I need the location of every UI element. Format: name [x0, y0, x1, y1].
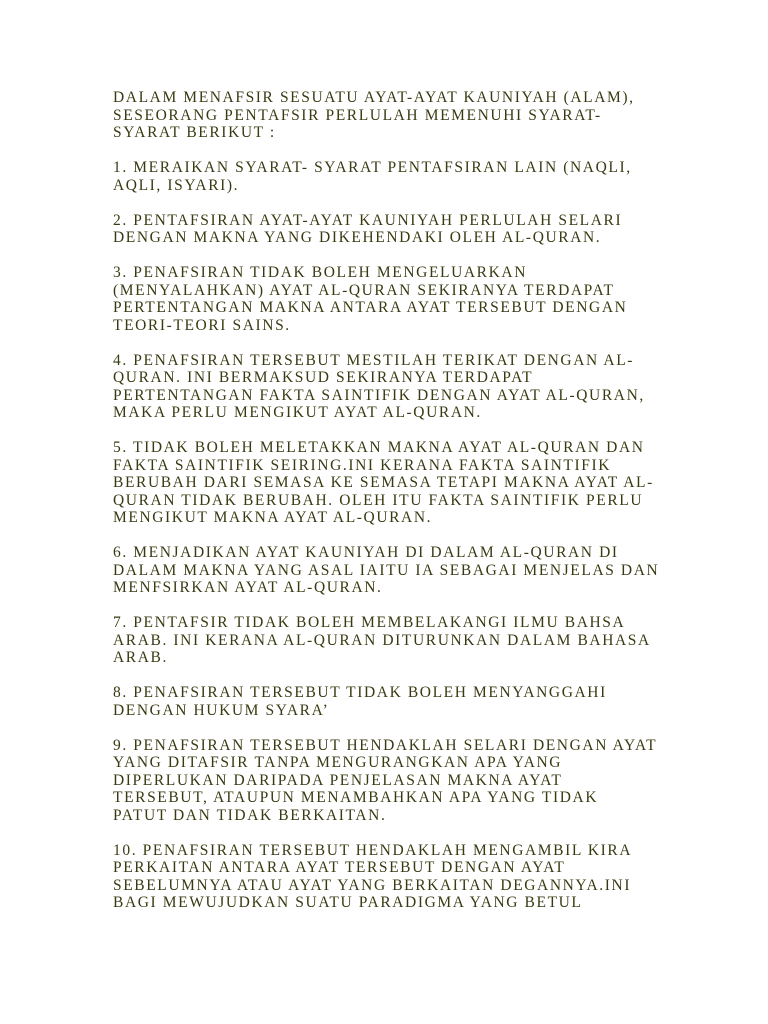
list-item-9: 9. PENAFSIRAN TERSEBUT HENDAKLAH SELARI DENGAN AYAT YANG DITAFSIR TANPA MENGURANGKAN APA YANG DIPERLUKAN DARIPADA PENJELASAN MAKNA AYAT TERSEBUT, ATAUPUN MENAMBAHKAN APA YANG TIDAK PATUT DAN TIDAK BERKAITAN. [113, 736, 658, 824]
list-item-6: 6. MENJADIKAN AYAT KAUNIYAH DI DALAM AL-QURAN DI DALAM MAKNA YANG ASAL IAITU IA SEBAGAI MENJELAS DAN MENFSIRKAN AYAT AL-QURAN. [113, 544, 660, 596]
list-item-1: 1. MERAIKAN SYARAT- SYARAT PENTAFSIRAN LAIN (NAQLI, AQLI, ISYARI). [113, 159, 632, 194]
intro-paragraph: DALAM MENAFSIR SESUATU AYAT-AYAT KAUNIYAH (ALAM), SESEORANG PENTAFSIR PERLULAH MEMENUHI SYARAT- SYARAT BERIKUT : [113, 89, 635, 141]
list-item-2: 2. PENTAFSIRAN AYAT-AYAT KAUNIYAH PERLULAH SELARI DENGAN MAKNA YANG DIKEHENDAKI OLEH AL-QURAN. [113, 211, 623, 246]
list-item-7: 7. PENTAFSIR TIDAK BOLEH MEMBELAKANGI ILMU BAHSA ARAB. INI KERANA AL-QURAN DITURUNKAN DALAM BAHASA ARAB. [113, 614, 651, 666]
list-item-10: 10. PENAFSIRAN TERSEBUT HENDAKLAH MENGAMBIL KIRA PERKAITAN ANTARA AYAT TERSEBUT DENGAN AYAT SEBELUMNYA ATAU AYAT YANG BERKAITAN DEGANNYA.INI BAGI MEWUJUDKAN SUATU PARADIGMA YANG BETUL [113, 841, 633, 911]
document-body [113, 89, 673, 929]
list-item-8: 8. PENAFSIRAN TERSEBUT TIDAK BOLEH MENYANGGAHI DENGAN HUKUM SYARA’ [113, 684, 607, 719]
list-item-5: 5. TIDAK BOLEH MELETAKKAN MAKNA AYAT AL-QURAN DAN FAKTA SAINTIFIK SEIRING.INI KERANA FAKTA SAINTIFIK BERUBAH DARI SEMASA KE SEMASA TETAPI MAKNA AYAT AL- QURAN TIDAK BERUBAH. OLEH ITU FAKTA SAINTIFIK PERLU MENGIKUT MAKNA AYAT AL-QURAN. [113, 439, 654, 526]
list-item-4: 4. PENAFSIRAN TERSEBUT MESTILAH TERIKAT DENGAN AL- QURAN. INI BERMAKSUD SEKIRANYA TERDAPAT PERTENTANGAN FAKTA SAINTIFIK DENGAN AYAT AL-QURAN, MAKA PERLU MENGIKUT AYAT AL-QURAN. [113, 351, 645, 421]
list-item-3: 3. PENAFSIRAN TIDAK BOLEH MENGELUARKAN (MENYALAHKAN) AYAT AL-QURAN SEKIRANYA TERDAPAT PERTENTANGAN MAKNA ANTARA AYAT TERSEBUT DENGAN TEORI-TEORI SAINS. [113, 264, 628, 334]
